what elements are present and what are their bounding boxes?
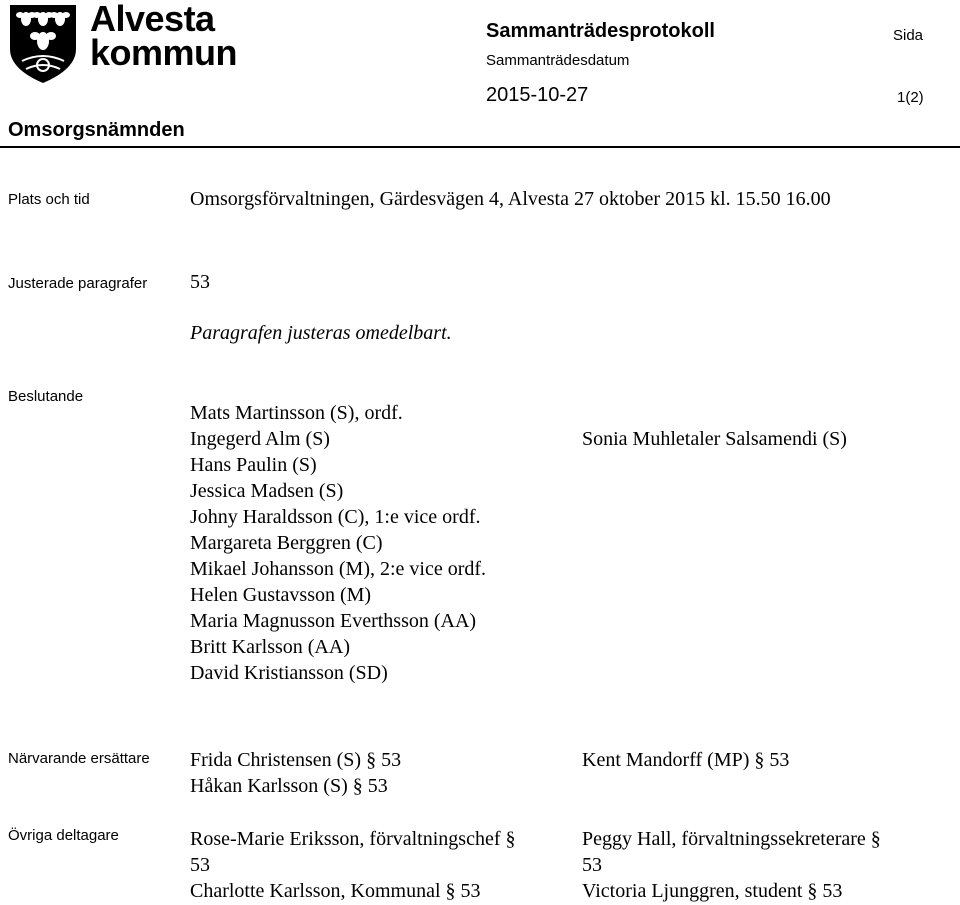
list-item: Rose-Marie Eriksson, förvaltningschef § [190, 828, 516, 850]
meeting-date: 2015-10-27 [486, 84, 589, 106]
list-item: Kent Mandorff (MP) § 53 [582, 749, 790, 771]
decision-makers-right-list [582, 426, 847, 452]
page-number: 1(2) [897, 89, 924, 106]
list-item: Peggy Hall, förvaltningssekreterare § [582, 828, 881, 850]
other-participants-right-list [582, 826, 881, 904]
document-title: Sammanträdesprotokoll [486, 20, 715, 42]
adjusted-paragraphs-value: 53 [190, 271, 210, 293]
list-item: Håkan Karlsson (S) § 53 [190, 775, 388, 797]
substitutes-right-list [582, 747, 789, 773]
other-participants-left-list [190, 826, 515, 904]
list-item: Maria Magnusson Everthsson (AA) [190, 610, 477, 632]
list-item: Hans Paulin (S) [190, 454, 317, 476]
adjusted-paragraphs-label: Justerade paragrafer [8, 275, 148, 292]
substitutes-label: Närvarande ersättare [8, 750, 150, 767]
list-item: Britt Karlsson (AA) [190, 636, 350, 658]
list-item: Sonia Muhletaler Salsamendi (S) [582, 428, 847, 450]
list-item: Ingegerd Alm (S) [190, 428, 330, 450]
list-item: Margareta Berggren (C) [190, 532, 383, 554]
list-item: 53 [190, 854, 210, 876]
list-item: David Kristiansson (SD) [190, 662, 388, 684]
committee-name: Omsorgsnämnden [8, 119, 185, 141]
place-time-label: Plats och tid [8, 191, 90, 208]
decision-makers-left-list [190, 400, 486, 686]
header-divider [0, 146, 960, 148]
list-item: 53 [582, 854, 602, 876]
list-item: Mikael Johansson (M), 2:e vice ordf. [190, 558, 487, 580]
page-label: Sida [893, 27, 924, 44]
list-item: Frida Christensen (S) § 53 [190, 749, 402, 771]
list-item: Johny Haraldsson (C), 1:e vice ordf. [190, 506, 481, 528]
list-item: Victoria Ljunggren, student § 53 [582, 880, 843, 902]
list-item: Charlotte Karlsson, Kommunal § 53 [190, 880, 481, 902]
meeting-date-label: Sammanträdesdatum [486, 52, 630, 69]
municipality-coat-of-arms [8, 3, 78, 87]
adjusted-paragraphs-note: Paragrafen justeras omedelbart. [190, 322, 452, 344]
place-time-value: Omsorgsförvaltningen, Gärdesvägen 4, Alvesta 27 oktober 2015 kl. 15.50 16.00 [190, 188, 831, 210]
list-item: Jessica Madsen (S) [190, 480, 344, 502]
substitutes-left-list [190, 747, 401, 799]
municipality-logo-text: Alvesta kommun [90, 0, 238, 73]
list-item: Mats Martinsson (S), ordf. [190, 402, 403, 424]
list-item: Helen Gustavsson (M) [190, 584, 372, 606]
other-participants-label: Övriga deltagare [8, 827, 119, 844]
decision-makers-label: Beslutande [8, 388, 84, 405]
